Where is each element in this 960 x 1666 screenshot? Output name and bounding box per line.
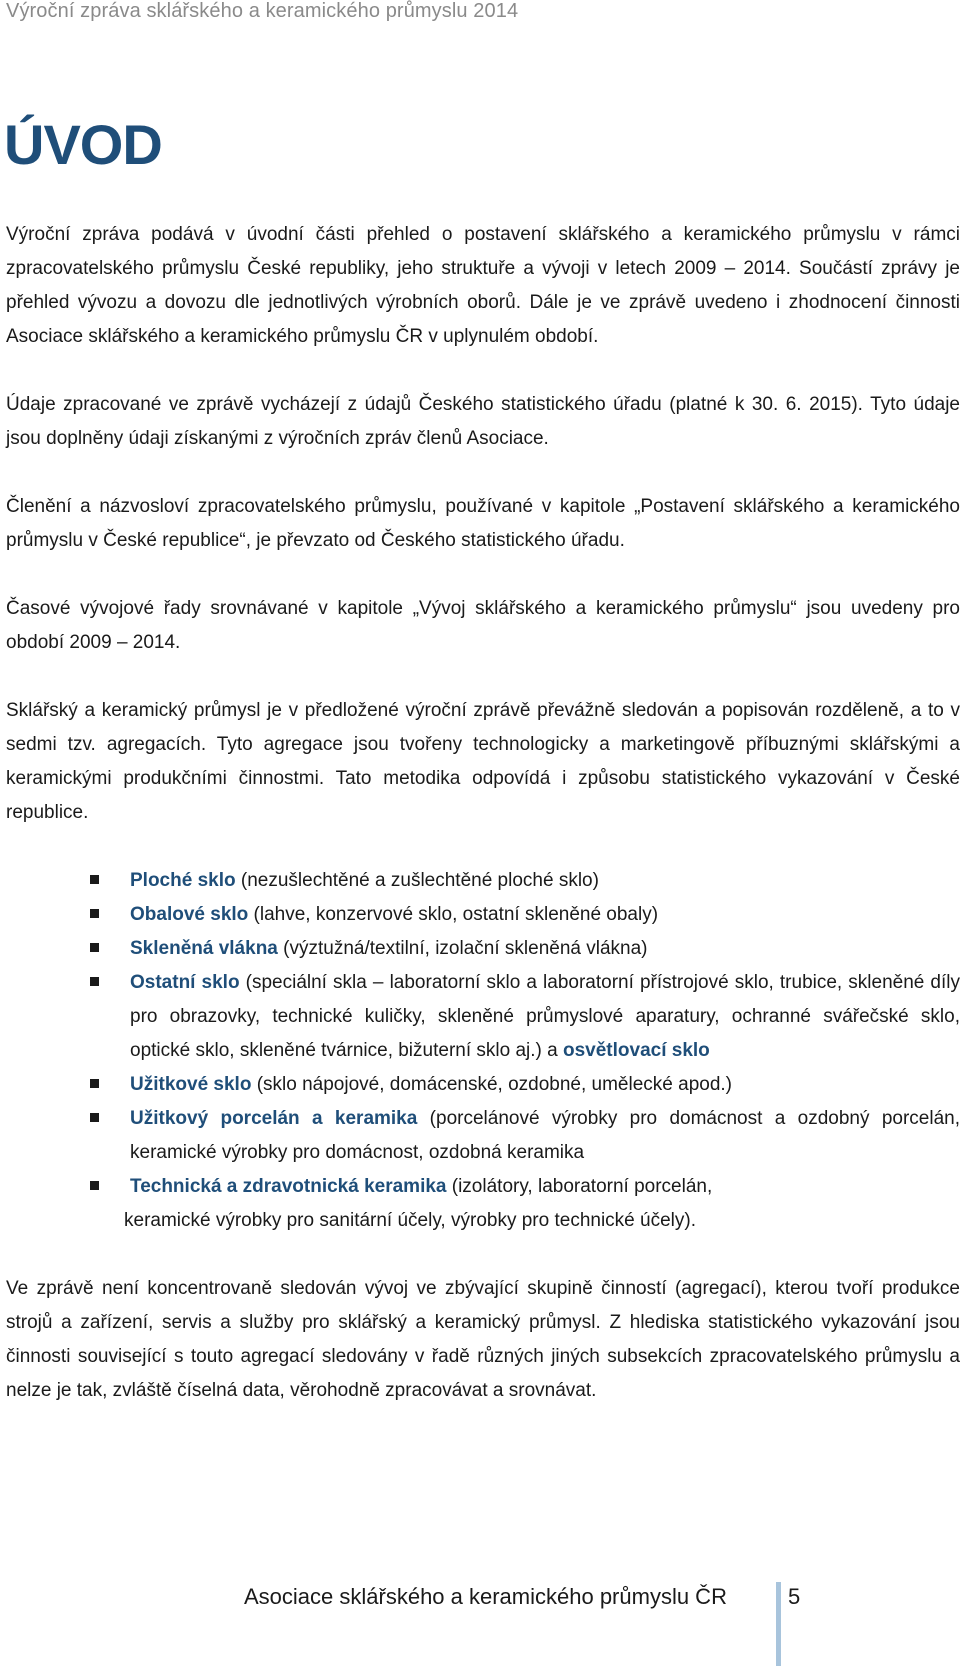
square-bullet-icon xyxy=(90,875,99,884)
square-bullet-icon xyxy=(90,977,99,986)
aggregation-term: Skleněná vlákna xyxy=(130,938,278,959)
square-bullet-icon xyxy=(90,1113,99,1122)
aggregation-description: (speciální skla – laboratorní sklo a laboratorní přístrojové sklo, trubice, skleněné díly pro obrazovky, technické kuličky, skleněné průmyslové aparatury, ochranné svářečské sklo, optické sklo, skleněné tvárnice, bižuterní sklo aj.) a xyxy=(130,972,960,1061)
aggregation-description-continued: keramické výrobky pro sanitární účely, výrobky pro technické účely). xyxy=(124,1210,696,1231)
paragraph-aggregations: Sklářský a keramický průmysl je v předložené výroční zprávě převážně sledován a popisován rozděleně, a to v sedmi tzv. agregacích. Tyto agregace jsou tvořeny technologicky a marketingově příbuznými sklářskými a keramickými produkčními činnostmi. Tato metodika odpovídá i způsobu statistického vykazování v České republice. xyxy=(6,700,960,823)
paragraph-intro: Výroční zpráva podává v úvodní části přehled o postavení sklářského a keramického průmyslu v rámci zpracovatelského průmyslu České republiky, jeho struktuře a vývoji v letech 2009 – 2014. Součástí zprávy je přehled vývozu a dovozu dle jednotlivých výrobních oborů. Dále je ve zprávě uvedeno i zhodnocení činnosti Asociace sklářského a keramického průmyslu ČR v uplynulém období. xyxy=(6,224,960,347)
square-bullet-icon xyxy=(90,1181,99,1190)
list-item xyxy=(6,1170,960,1238)
aggregation-description: (porcelánové výrobky pro domácnost a ozdobný porcelán, keramické výrobky pro domácnost, ozdobná keramika xyxy=(130,1108,960,1163)
running-header: Výroční zpráva sklářského a keramického průmyslu 2014 xyxy=(6,0,519,22)
document-body xyxy=(6,218,960,1442)
aggregation-description: (izolátory, laboratorní porcelán, xyxy=(446,1176,713,1197)
aggregation-term: Ploché sklo xyxy=(130,870,236,891)
aggregation-term: Užitkový porcelán a keramika xyxy=(130,1108,418,1129)
aggregation-term: Ostatní sklo xyxy=(130,972,240,993)
square-bullet-icon xyxy=(90,943,99,952)
paragraph-time-series: Časové vývojové řady srovnávané v kapitole „Vývoj sklářského a keramického průmyslu“ jsou uvedeny pro období 2009 – 2014. xyxy=(6,598,960,653)
paragraph-remaining-activities: Ve zprávě není koncentrovaně sledován vývoj ve zbývající skupině činností (agregací), kterou tvoří produkce strojů a zařízení, servis a služby pro sklářský a keramický průmysl. Z hlediska statistického vykazování jsou činnosti související s touto agregací sledovány v řadě různých jiných subsekcích zpracovatelského průmyslu a nelze je tak, zvláště číselná data, věrohodně zpracovávat a srovnávat. xyxy=(6,1278,960,1401)
paragraph-classification: Členění a názvosloví zpracovatelského průmyslu, používané v kapitole „Postavení sklářského a keramického průmyslu v České republice“, je převzato od Českého statistického úřadu. xyxy=(6,496,960,551)
footer-organization: Asociace sklářského a keramického průmyslu ČR xyxy=(244,1584,727,1609)
aggregation-list xyxy=(6,864,960,1238)
aggregation-term: Technická a zdravotnická keramika xyxy=(130,1176,447,1197)
paragraph-data-source: Údaje zpracované ve zprávě vycházejí z údajů Českého statistického úřadu (platné k 30. 6. 2015). Tyto údaje jsou doplněny údaji získanými z výročních zpráv členů Asociace. xyxy=(6,394,960,449)
list-item xyxy=(6,1068,960,1102)
square-bullet-icon xyxy=(90,1079,99,1088)
list-item xyxy=(6,932,960,966)
list-item xyxy=(6,1102,960,1170)
aggregation-description: (lahve, konzervové sklo, ostatní skleněné obaly) xyxy=(248,904,659,925)
aggregation-description: (výztužná/textilní, izolační skleněná vlákna) xyxy=(277,938,648,959)
aggregation-description: (sklo nápojové, domácenské, ozdobné, umělecké apod.) xyxy=(251,1074,733,1095)
page-number: 5 xyxy=(788,1584,801,1609)
aggregation-description: (nezušlechtěné a zušlechtěné ploché sklo) xyxy=(235,870,599,891)
aggregation-term: Obalové sklo xyxy=(130,904,249,925)
aggregation-term: Užitkové sklo xyxy=(130,1074,252,1095)
list-item xyxy=(6,898,960,932)
square-bullet-icon xyxy=(90,909,99,918)
aggregation-term-secondary: osvětlovací sklo xyxy=(562,1040,710,1061)
list-item xyxy=(6,864,960,898)
page-title: ÚVOD xyxy=(4,113,162,176)
footer-divider xyxy=(776,1582,781,1666)
list-item xyxy=(6,966,960,1068)
